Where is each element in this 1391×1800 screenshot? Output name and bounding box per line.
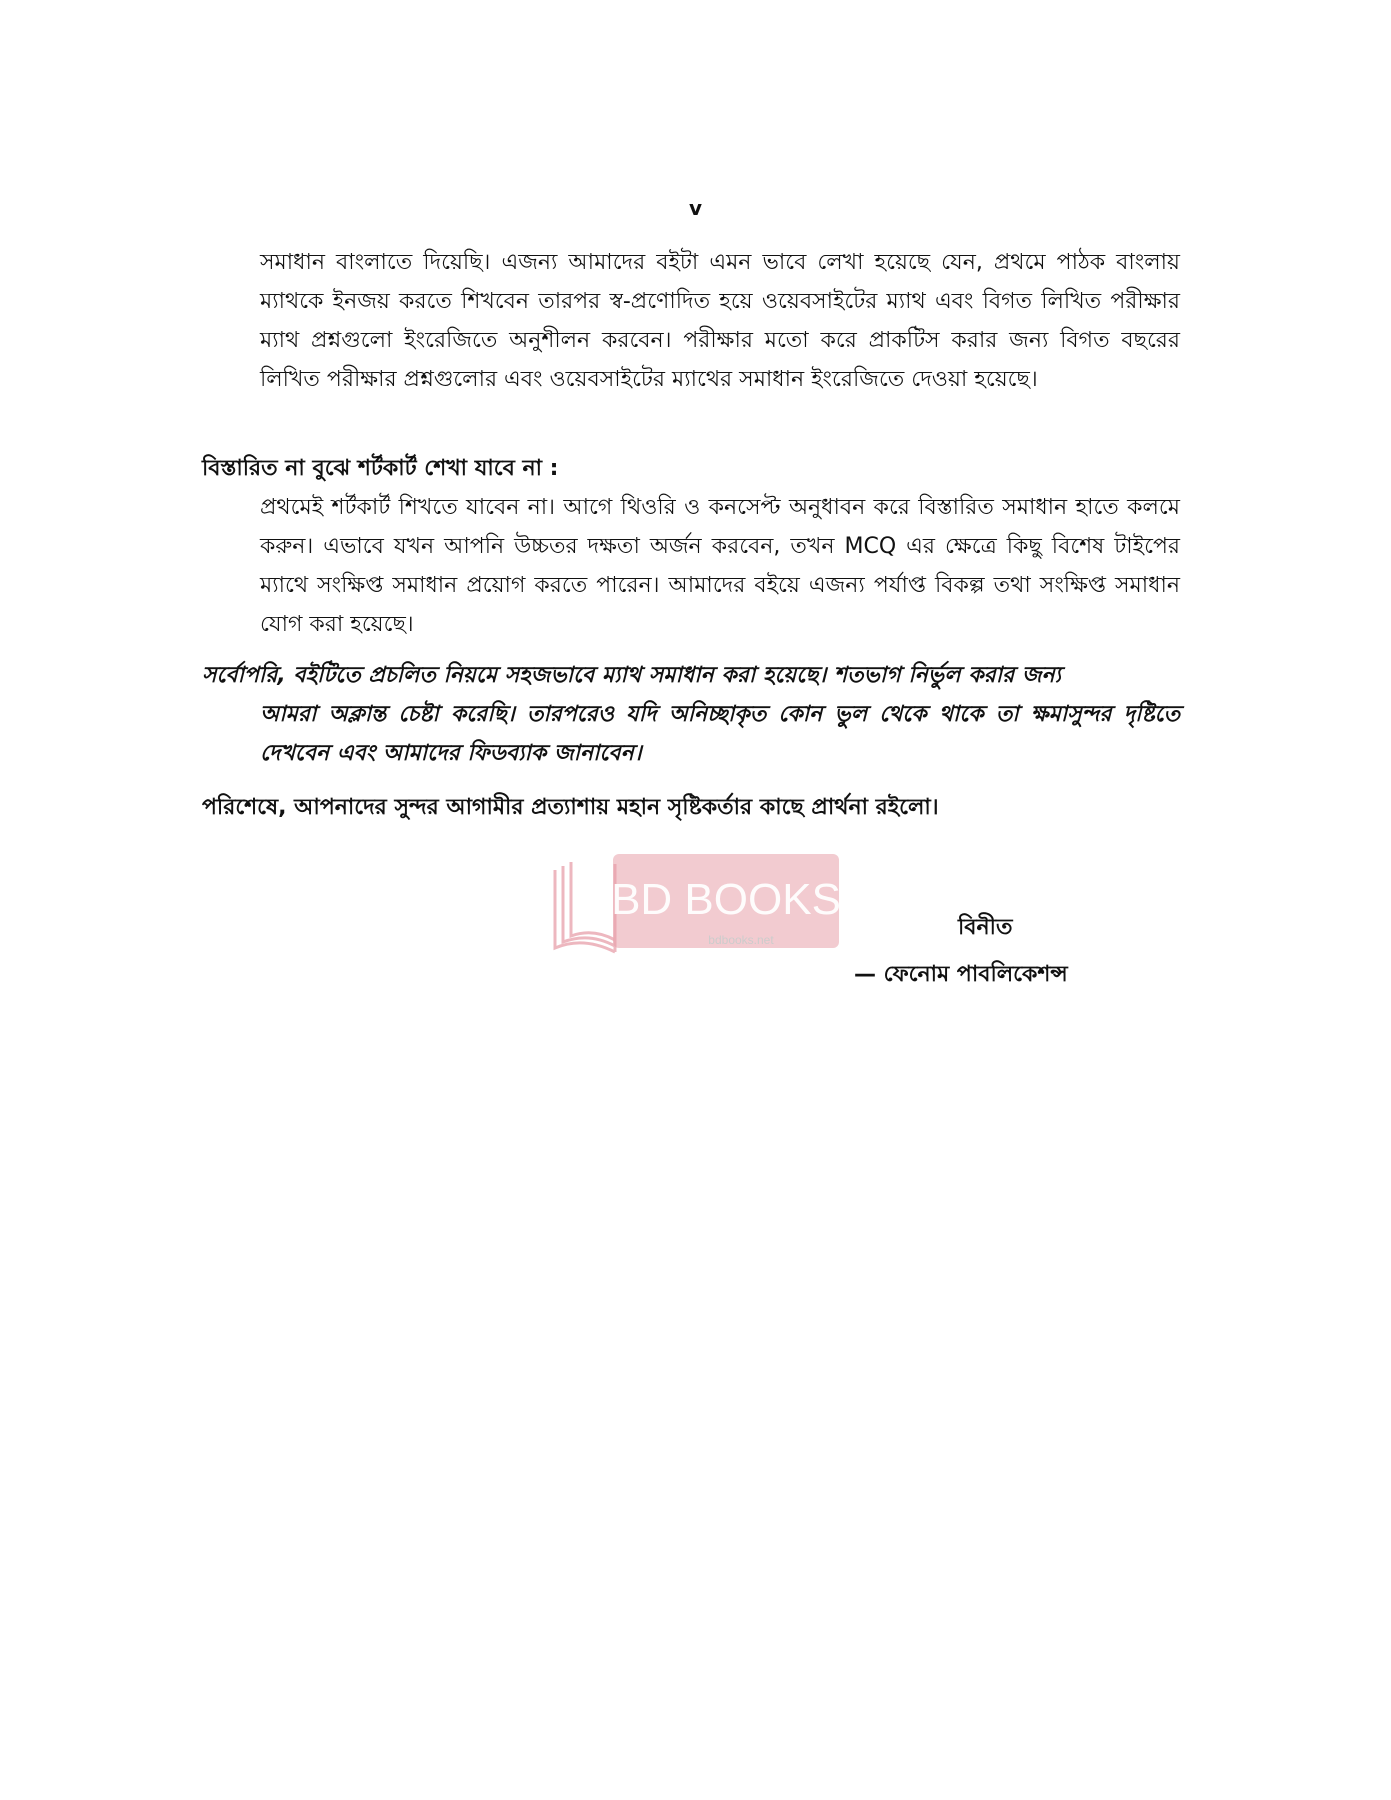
signoff-salutation: বিনীত	[958, 915, 1013, 940]
summary-paragraph	[202, 656, 1180, 773]
page-number: v	[688, 196, 703, 220]
watermark-title: BD BOOKS	[611, 875, 841, 924]
summary-continuation: আমরা অক্লান্ত চেষ্টা করেছি। তারপরেও যদি অনিচ্ছাকৃত কোন ভুল থেকে থাকে তা ক্ষমাসুন্দর দৃষ্টিতে দেখবেন এবং আমাদের ফিডব্যাক জানাবেন।	[260, 702, 1180, 766]
bd-books-watermark	[551, 852, 841, 956]
summary-first-line: সর্বোপরি, বইটিতে প্রচলিত নিয়মে সহজভাবে ম্যাথ সমাধান করা হয়েছে। শতভাগ নির্ভুল করার জন্য	[202, 663, 1062, 688]
book-logo-icon	[555, 862, 615, 952]
closing-line: পরিশেষে, আপনাদের সুন্দর আগামীর প্রত্যাশায় মহান সৃষ্টিকর্তার কাছে প্রার্থনা রইলো।	[202, 795, 939, 820]
signoff-publisher: — ফেনোম পাবলিকেশন্স	[854, 962, 1068, 987]
shortcut-paragraph: প্রথমেই শর্টকার্ট শিখতে যাবেন না। আগে থিওরি ও কনসেপ্ট অনুধাবন করে বিস্তারিত সমাধান হাতে কলমে করুন। এভাবে যখন আপনি উচ্চতর দক্ষতা অর্জন করবেন, তখন MCQ এর ক্ষেত্রে কিছু বিশেষ টাইপের ম্যাথে সংক্ষিপ্ত সমাধান প্রয়োগ করতে পারেন। আমাদের বইয়ে এজন্য পর্যাপ্ত বিকল্প তথা সংক্ষিপ্ত সমাধান যোগ করা হয়েছে।	[260, 495, 1180, 637]
intro-paragraph: সমাধান বাংলাতে দিয়েছি। এজন্য আমাদের বইটা এমন ভাবে লেখা হয়েছে যেন, প্রথমে পাঠক বাংলায় ম্যাথকে ইনজয় করতে শিখবেন তারপর স্ব-প্রণোদিত হয়ে ওয়েবসাইটের ম্যাথ এবং বিগত লিখিত পরীক্ষার ম্যাথ প্রশ্নগুলো ইংরেজিতে অনুশীলন করবেন। পরীক্ষার মতো করে প্রাকটিস করার জন্য বিগত বছরের লিখিত পরীক্ষার প্রশ্নগুলোর এবং ওয়েবসাইটের ম্যাথের সমাধান ইংরেজিতে দেওয়া হয়েছে।	[260, 250, 1180, 392]
shortcut-heading: বিস্তারিত না বুঝে শর্টকার্ট শেখা যাবে না :	[202, 456, 559, 481]
watermark-subtitle: bdbooks.net	[708, 933, 774, 947]
